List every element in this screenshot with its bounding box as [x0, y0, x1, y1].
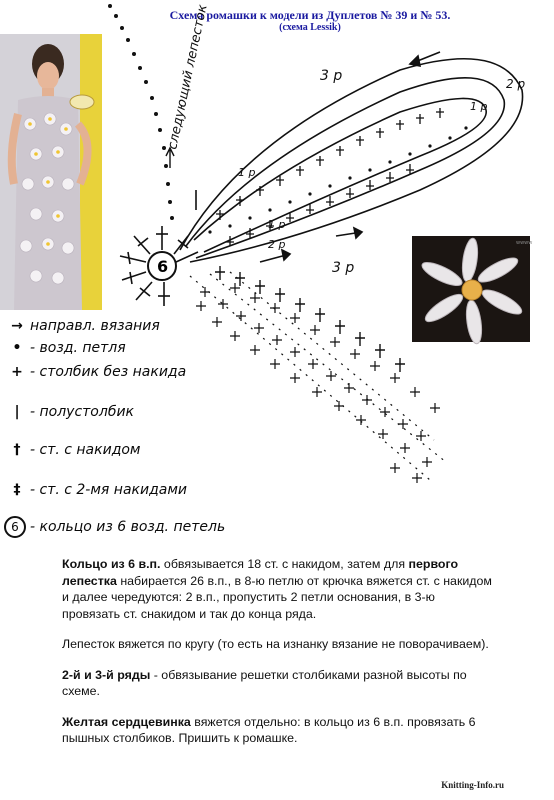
direction-arrows — [196, 52, 440, 262]
legend-text: - возд. петля — [30, 340, 126, 356]
legend-text: направл. вязания — [30, 318, 160, 334]
page-title: Схема ромашки к модели из Дуплетов № 39 и № 53. — [169, 8, 451, 22]
instructions-paragraph-4: Желтая сердцевинка вяжется отдельно: в кольцо из 6 в.п. провязать 6 пышных столбиков. Пришить к ромашке. — [62, 714, 476, 745]
ring-icon: 6 — [4, 516, 26, 538]
grid-petal — [190, 272, 446, 480]
legend-row-ring — [4, 516, 225, 538]
legend-text: - ст. с 2-мя накидами — [30, 482, 188, 498]
legend-row-double — [4, 442, 141, 464]
legend-row-single — [4, 364, 186, 386]
next-petal-label: следующий лепесток — [165, 3, 211, 151]
legend-row-direction — [4, 318, 160, 340]
site-watermark: Knitting-Info.ru — [441, 780, 504, 790]
ring-number: 6 — [157, 257, 169, 276]
arrow-icon: → — [11, 318, 23, 334]
row-label-2-bottom: 2 р — [268, 238, 286, 251]
dagger-icon: † — [13, 442, 21, 458]
instructions-paragraph-3: 2-й и 3-й ряды - обвязывание решетки столбиками разной высоты по схеме. — [62, 667, 467, 698]
grid-petal-tall-stitches — [215, 266, 405, 372]
legend-text: - ст. с накидом — [30, 442, 141, 458]
row-label-2-right: 2 р — [506, 77, 526, 91]
instructions-paragraph-2: Лепесток вяжется по кругу (то есть на изнанку вязание не поворачиваем). — [62, 637, 489, 651]
legend-text: - столбик без накида — [30, 364, 187, 380]
row-label-1-inner: 1 р — [268, 218, 286, 231]
row-label-1-left: 1 р — [238, 166, 256, 179]
model-photo — [0, 34, 102, 310]
svg-text:wwww: wwww — [516, 240, 533, 246]
legend-text: - полустолбик — [30, 404, 135, 420]
legend-text: - кольцо из 6 возд. петель — [30, 519, 226, 535]
instructions-paragraph-1: Кольцо из 6 в.п. обвязывается 18 ст. с накидом, затем для первого лепестка набирается 26 в.п., в 8-ю петлю от крючка вяжется ст. с накидом и далее чередуются: 2 в.п., пропустить 2 петли основания, в 3-ю провязать ст. снакидом и так до конца ряда. — [62, 557, 492, 621]
grid-petal-crosses — [196, 283, 440, 483]
row-label-3-bottom: 3 р — [332, 260, 355, 276]
row-label-3-top: 3 р — [320, 68, 343, 84]
legend-row-chain — [4, 340, 126, 362]
dot-icon: • — [12, 340, 22, 356]
legend-row-treble — [4, 482, 187, 504]
instructions — [62, 556, 492, 761]
double-dagger-icon: ‡ — [13, 482, 21, 498]
flower-photo — [412, 236, 533, 342]
row-label-1-right: 1 р — [470, 100, 488, 113]
legend-row-half — [4, 404, 134, 426]
plus-icon: + — [11, 364, 23, 380]
page-subtitle: (схема Lessik) — [279, 22, 341, 33]
next-petal-chain — [108, 4, 174, 220]
bar-icon: | — [14, 404, 20, 420]
